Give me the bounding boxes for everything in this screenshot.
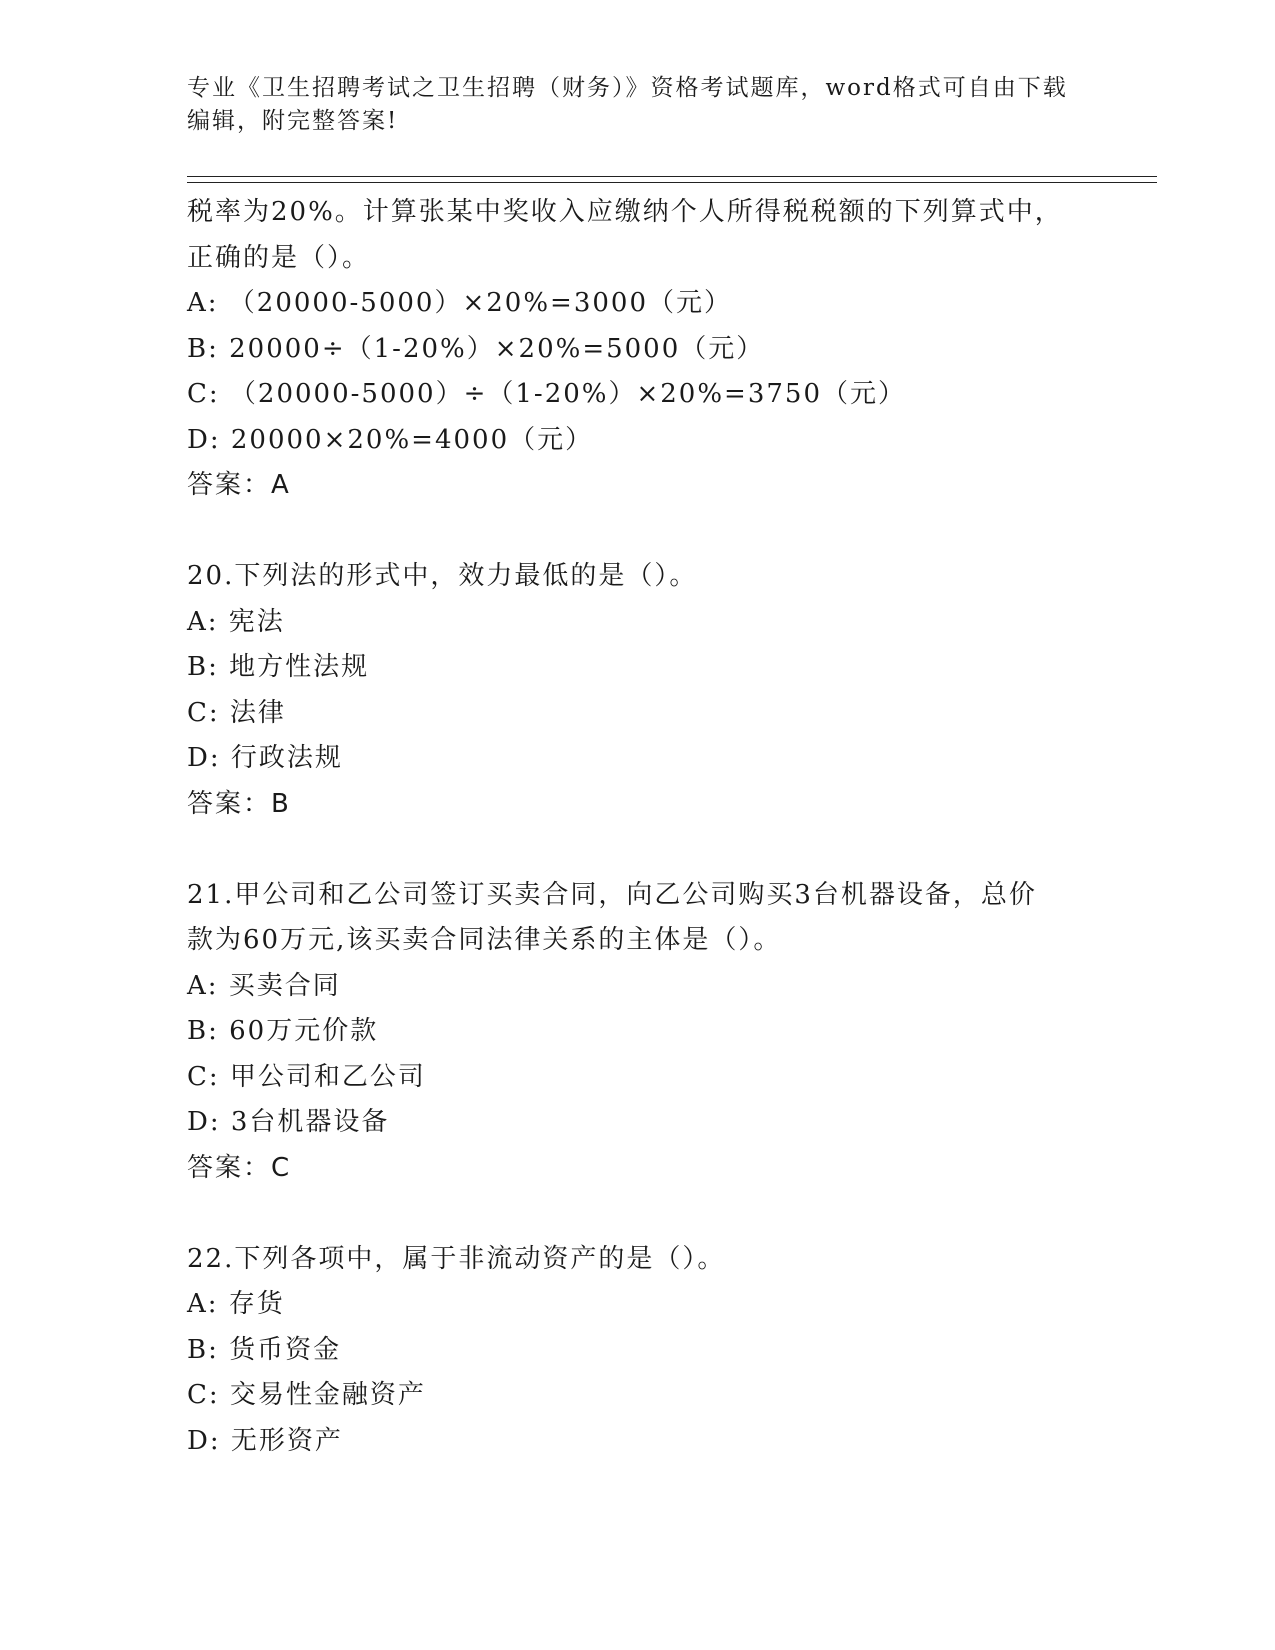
option-a: A: 宪法 bbox=[187, 606, 285, 637]
header-rule-bottom bbox=[187, 182, 1157, 183]
question-stem-continuation: 税率为20%。计算张某中奖收入应缴纳个人所得税税额的下列算式中， bbox=[187, 197, 1063, 227]
question-stem-continuation: 正确的是（）。 bbox=[187, 242, 371, 273]
option-a: A: 存货 bbox=[187, 1289, 285, 1319]
option-d: D: 无形资产 bbox=[187, 1425, 343, 1456]
question-21 bbox=[187, 873, 1147, 1192]
option-c: C: 法律 bbox=[187, 697, 286, 728]
document-header bbox=[187, 72, 1087, 138]
header-line-2: 编辑，附完整答案! bbox=[187, 108, 399, 134]
question-stem: 21.甲公司和乙公司签订买卖合同，向乙公司购买3台机器设备，总价 bbox=[187, 879, 1037, 910]
header-line-1: 专业《卫生招聘考试之卫生招聘（财务）》资格考试题库，word格式可自由下载 bbox=[187, 75, 1068, 101]
spacer bbox=[187, 509, 1147, 555]
option-b: B: 货币资金 bbox=[187, 1334, 342, 1365]
option-c: C: （20000-5000）÷（1-20%）×20%=3750（元） bbox=[187, 379, 907, 409]
option-b: B: 60万元价款 bbox=[187, 1016, 379, 1046]
option-b: B: 20000÷（1-20%）×20%=5000（元） bbox=[187, 333, 765, 364]
option-a: A: （20000-5000）×20%=3000（元） bbox=[187, 288, 732, 318]
option-a: A: 买卖合同 bbox=[187, 970, 341, 1001]
answer: 答案：A bbox=[187, 470, 291, 500]
option-d: D: 3台机器设备 bbox=[187, 1107, 390, 1137]
question-list bbox=[187, 190, 1147, 1464]
option-d: D: 20000×20%=4000（元） bbox=[187, 424, 594, 455]
question-stem: 款为60万元,该买卖合同法律关系的主体是（）。 bbox=[187, 925, 782, 955]
question-20 bbox=[187, 554, 1147, 827]
header-rule-top bbox=[187, 176, 1157, 177]
question-stem: 22.下列各项中，属于非流动资产的是（）。 bbox=[187, 1243, 726, 1274]
question-22 bbox=[187, 1237, 1147, 1465]
option-d: D: 行政法规 bbox=[187, 743, 343, 773]
spacer bbox=[187, 827, 1147, 873]
option-b: B: 地方性法规 bbox=[187, 652, 370, 682]
option-c: C: 交易性金融资产 bbox=[187, 1380, 426, 1410]
option-c: C: 甲公司和乙公司 bbox=[187, 1061, 426, 1092]
answer: 答案：B bbox=[187, 788, 291, 819]
question-stem: 20.下列法的形式中，效力最低的是（）。 bbox=[187, 561, 698, 591]
spacer bbox=[187, 1191, 1147, 1237]
question-19 bbox=[187, 190, 1147, 509]
answer: 答案：C bbox=[187, 1152, 292, 1183]
